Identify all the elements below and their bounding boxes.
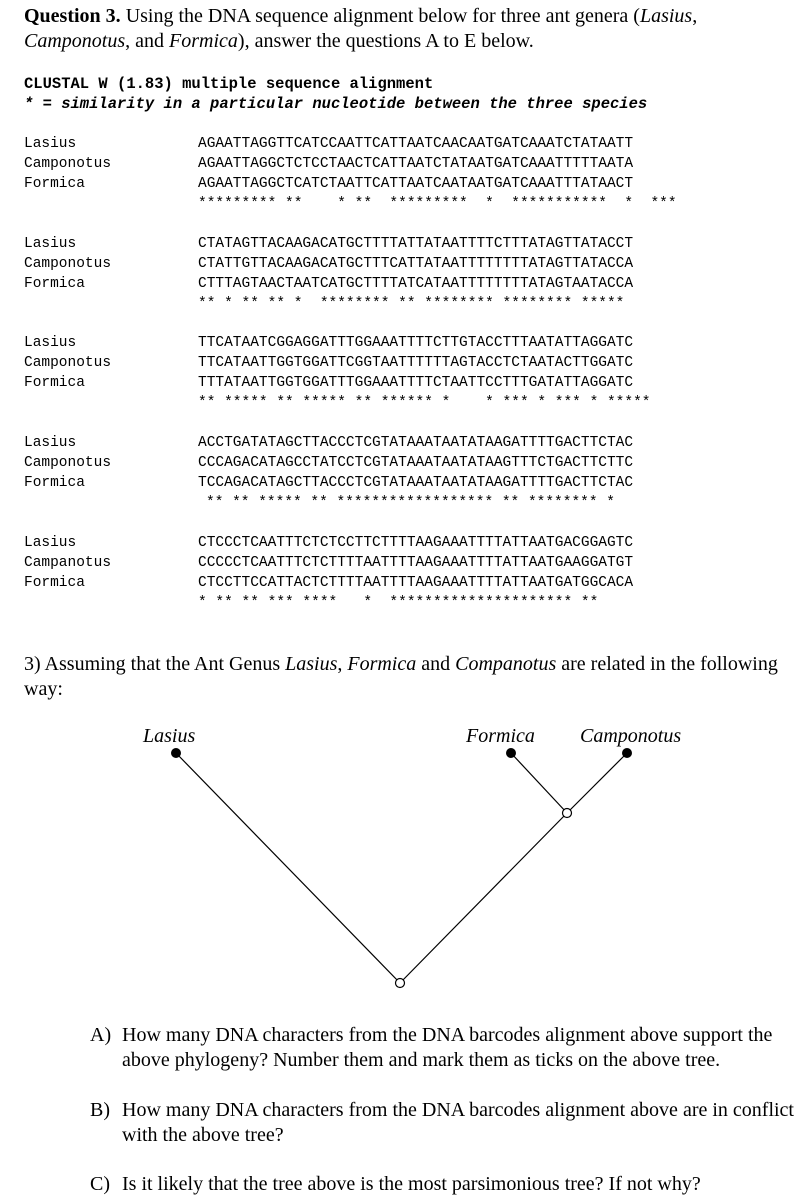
question-label: Question 3. [24,5,121,27]
genus-camponotus: Camponotus [24,30,126,52]
similarity-stars: ** ***** ** ***** ** ****** * * *** * *** * ***** [198,395,651,411]
sequence: AGAATTAGGTTCATCCAATTCATTAATCAACAATGATCAAATCTATAATT [198,136,634,152]
genus-formica: Formica [169,30,238,52]
species-name: Camponotus [24,355,112,371]
species-name: Lasius [24,435,77,451]
similarity-stars: ********* ** * ** ********* * *********** * *** [198,196,677,212]
phylogenetic-tree [0,715,806,1015]
similarity-stars: ** * ** ** * ******** ** ******** ******** ***** [198,296,625,312]
node-formica-camponotus [563,809,572,818]
sequence: CTATTGTTACAAGACATGCTTTCATTATAATTTTTTTTATAGTTATACCA [198,256,634,272]
root-node [396,979,405,988]
clustal-header: CLUSTAL W (1.83) multiple sequence alignment [24,75,434,93]
tip-camponotus [622,748,632,758]
tree-label-lasius: Lasius [143,725,196,747]
intro-genus-lasius: Lasius [285,653,338,675]
intro-text-1: 3) Assuming that the Ant Genus [24,653,286,675]
species-name: Camponotus [24,256,112,272]
intro-sep-1: , [337,653,348,675]
sequence: CTCCCTCAATTTCTCTCCTTCTTTTAAGAAATTTTATTAATGACGGAGTC [198,535,634,551]
question-a [90,1023,806,1073]
question-b [90,1098,806,1148]
question-sep-2: , and [125,30,170,52]
question-title [24,4,794,54]
intro-genus-companotus: Companotus [455,653,557,675]
species-name: Formica [24,575,85,591]
question-c-letter: C) [90,1173,110,1195]
sequence: CCCAGACATAGCCTATCCTCGTATAAATAATATAAGTTTCTGACTTCTTC [198,455,634,471]
sequence: TTTATAATTGGTGGATTTGGAAATTTTCTAATTCCTTTGATATTAGGATC [198,375,634,391]
clustal-legend: * = similarity in a particular nucleotide between the three species [24,95,648,113]
tree-label-formica: Formica [466,725,535,747]
tip-lasius [171,748,181,758]
question-text-2: ), answer the questions A to E below. [237,30,534,52]
species-name: Formica [24,475,85,491]
sequence: ACCTGATATAGCTTACCCTCGTATAAATAATATAAGATTTTGACTTCTAC [198,435,634,451]
species-name: Formica [24,375,85,391]
question-sep-1: , [692,5,698,27]
species-name: Lasius [24,335,77,351]
question-a-letter: A) [90,1024,112,1046]
sequence: CTCCTTCCATTACTCTTTTAATTTTAAGAAATTTTATTAATGATGGCACA [198,575,634,591]
sequence: TTCATAATTGGTGGATTCGGTAATTTTTTAGTACCTCTAATACTTGGATC [198,355,634,371]
question-b-letter: B) [90,1099,110,1121]
intro-genus-formica: Formica [347,653,417,675]
sequence: AGAATTAGGCTCTCCTAACTCATTAATCTATAATGATCAAATTTTTAATA [198,156,634,172]
question-text-1: Using the DNA sequence alignment below for three ant genera ( [120,5,640,27]
branch-lasius [176,753,400,983]
species-name: Lasius [24,236,77,252]
similarity-stars: ** ** ***** ** ****************** ** ******** * [206,495,615,511]
species-name: Camponotus [24,156,112,172]
tree-label-camponotus: Camponotus [580,725,682,747]
question-a-text: How many DNA characters from the DNA barcodes alignment above support the above phylogeny? Number them and mark them as ticks on the above tree. [122,1024,773,1071]
sequence: TTCATAATCGGAGGATTTGGAAATTTTCTTGTACCTTTAATATTAGGATC [198,335,634,351]
species-name: Camponotus [24,455,112,471]
sequence: CCCCCTCAATTTCTCTTTTAATTTTAAGAAATTTTATTAATGAAGGATGT [198,555,634,571]
question-b-text: How many DNA characters from the DNA barcodes alignment above are in conflict with the above tree? [122,1099,794,1146]
branch-formica [511,753,567,813]
similarity-stars: * ** ** *** **** * ********************* ** [198,595,599,611]
species-name: Lasius [24,136,77,152]
branch-internal [400,813,567,983]
sequence: TCCAGACATAGCTTACCCTCGTATAAATAATATAAGATTTTGACTTCTAC [198,475,634,491]
sequence: CTTTAGTAACTAATCATGCTTTTATCATAATTTTTTTTATAGTAATACCA [198,276,634,292]
species-name: Campanotus [24,555,112,571]
question-c [90,1172,806,1197]
sequence: AGAATTAGGCTCATCTAATTCATTAATCAATAATGATCAAATTTATAACT [198,176,634,192]
intro-text-2: are related in the following way: [24,653,778,700]
tip-formica [506,748,516,758]
species-name: Formica [24,176,85,192]
intro-sep-2: and [416,653,456,675]
species-name: Formica [24,276,85,292]
sequence: CTATAGTTACAAGACATGCTTTTATTATAATTTTCTTTATAGTTATACCT [198,236,634,252]
tree-intro [24,652,784,702]
question-c-text: Is it likely that the tree above is the most parsimonious tree? If not why? [122,1173,701,1195]
branch-camponotus [567,753,627,813]
genus-lasius: Lasius [639,5,693,27]
species-name: Lasius [24,535,77,551]
